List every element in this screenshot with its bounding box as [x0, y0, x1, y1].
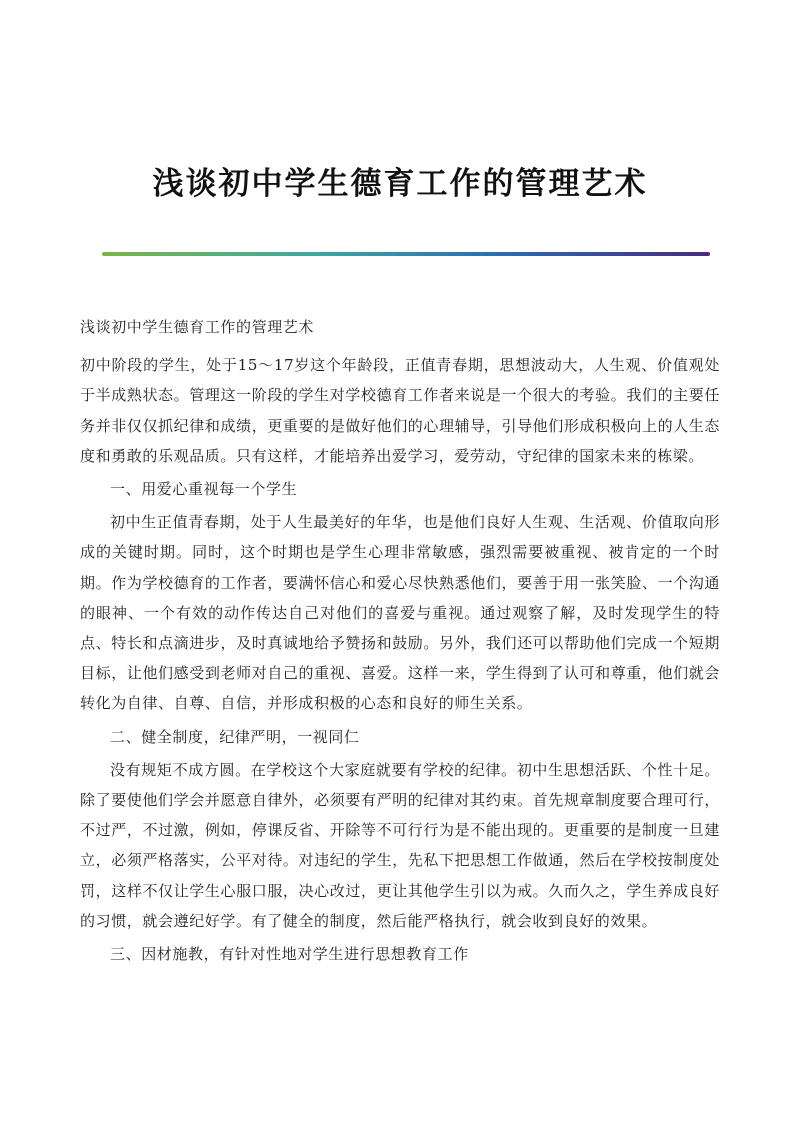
section-1-heading: 一、用爱心重视每一个学生: [110, 480, 298, 499]
document-title: 浅谈初中学生德育工作的管理艺术: [152, 166, 648, 202]
section-1-paragraph: 初中生正值青春期，处于人生最美好的年华，也是他们良好人生观、生活观、价值取向形成的关键时期。同时，这个时期也是学生心理非常敏感，强烈需要被重视、被肯定的一个时期。作为学校德育的工作者，要满怀信心和爱心尽快熟悉他们，要善于用一张笑脸、一个沟通的眼神、一个有效的动作传达自己对他们的喜爱与重视。通过观察了解，及时发现学生的特点、特长和点滴进步，及时真诚地给予赞扬和鼓励。另外，我们还可以帮助他们完成一个短期目标，让他们感受到老师对自己的重视、喜爱。这样一来，学生得到了认可和尊重，他们就会转化为自律、自尊、自信，并形成积极的心态和良好的师生关系。: [80, 513, 720, 713]
document-subtitle: 浅谈初中学生德育工作的管理艺术: [80, 318, 315, 336]
section-2-paragraph: 没有规矩不成方圆。在学校这个大家庭就要有学校的纪律。初中生思想活跃、个性十足。除了要使他们学会并愿意自律外，必须要有严明的纪律对其约束。首先规章制度要合理可行，不过严，不过激，例如，停课反省、开除等不可行行为是不能出现的。更重要的是制度一旦建立，必须严格落实，公平对待。对违纪的学生，先私下把思想工作做通，然后在学校按制度处罚，这样不仅让学生心服口服，决心改过，更让其他学生引以为戒。久而久之，学生养成良好的习惯，就会遵纪好学。有了健全的制度，然后能严格执行，就会收到良好的效果。: [80, 760, 720, 930]
section-3-heading: 三、因材施教，有针对性地对学生进行思想教育工作: [110, 945, 469, 964]
title-divider: [102, 252, 710, 256]
document-body: [80, 312, 720, 972]
section-2-heading: 二、健全制度，纪律严明，一视同仁: [110, 727, 360, 746]
intro-paragraph: 初中阶段的学生，处于15～17岁这个年龄段，正值青春期，思想波动大，人生观、价值观处于半成熟状态。管理这一阶段的学生对学校德育工作者来说是一个很大的考验。我们的主要任务并非仅仅抓纪律和成绩，更重要的是做好他们的心理辅导，引导他们形成积极向上的人生态度和勇敢的乐观品质。只有这样，才能培养出爱学习，爱劳动，守纪律的国家未来的栋梁。: [80, 356, 720, 465]
